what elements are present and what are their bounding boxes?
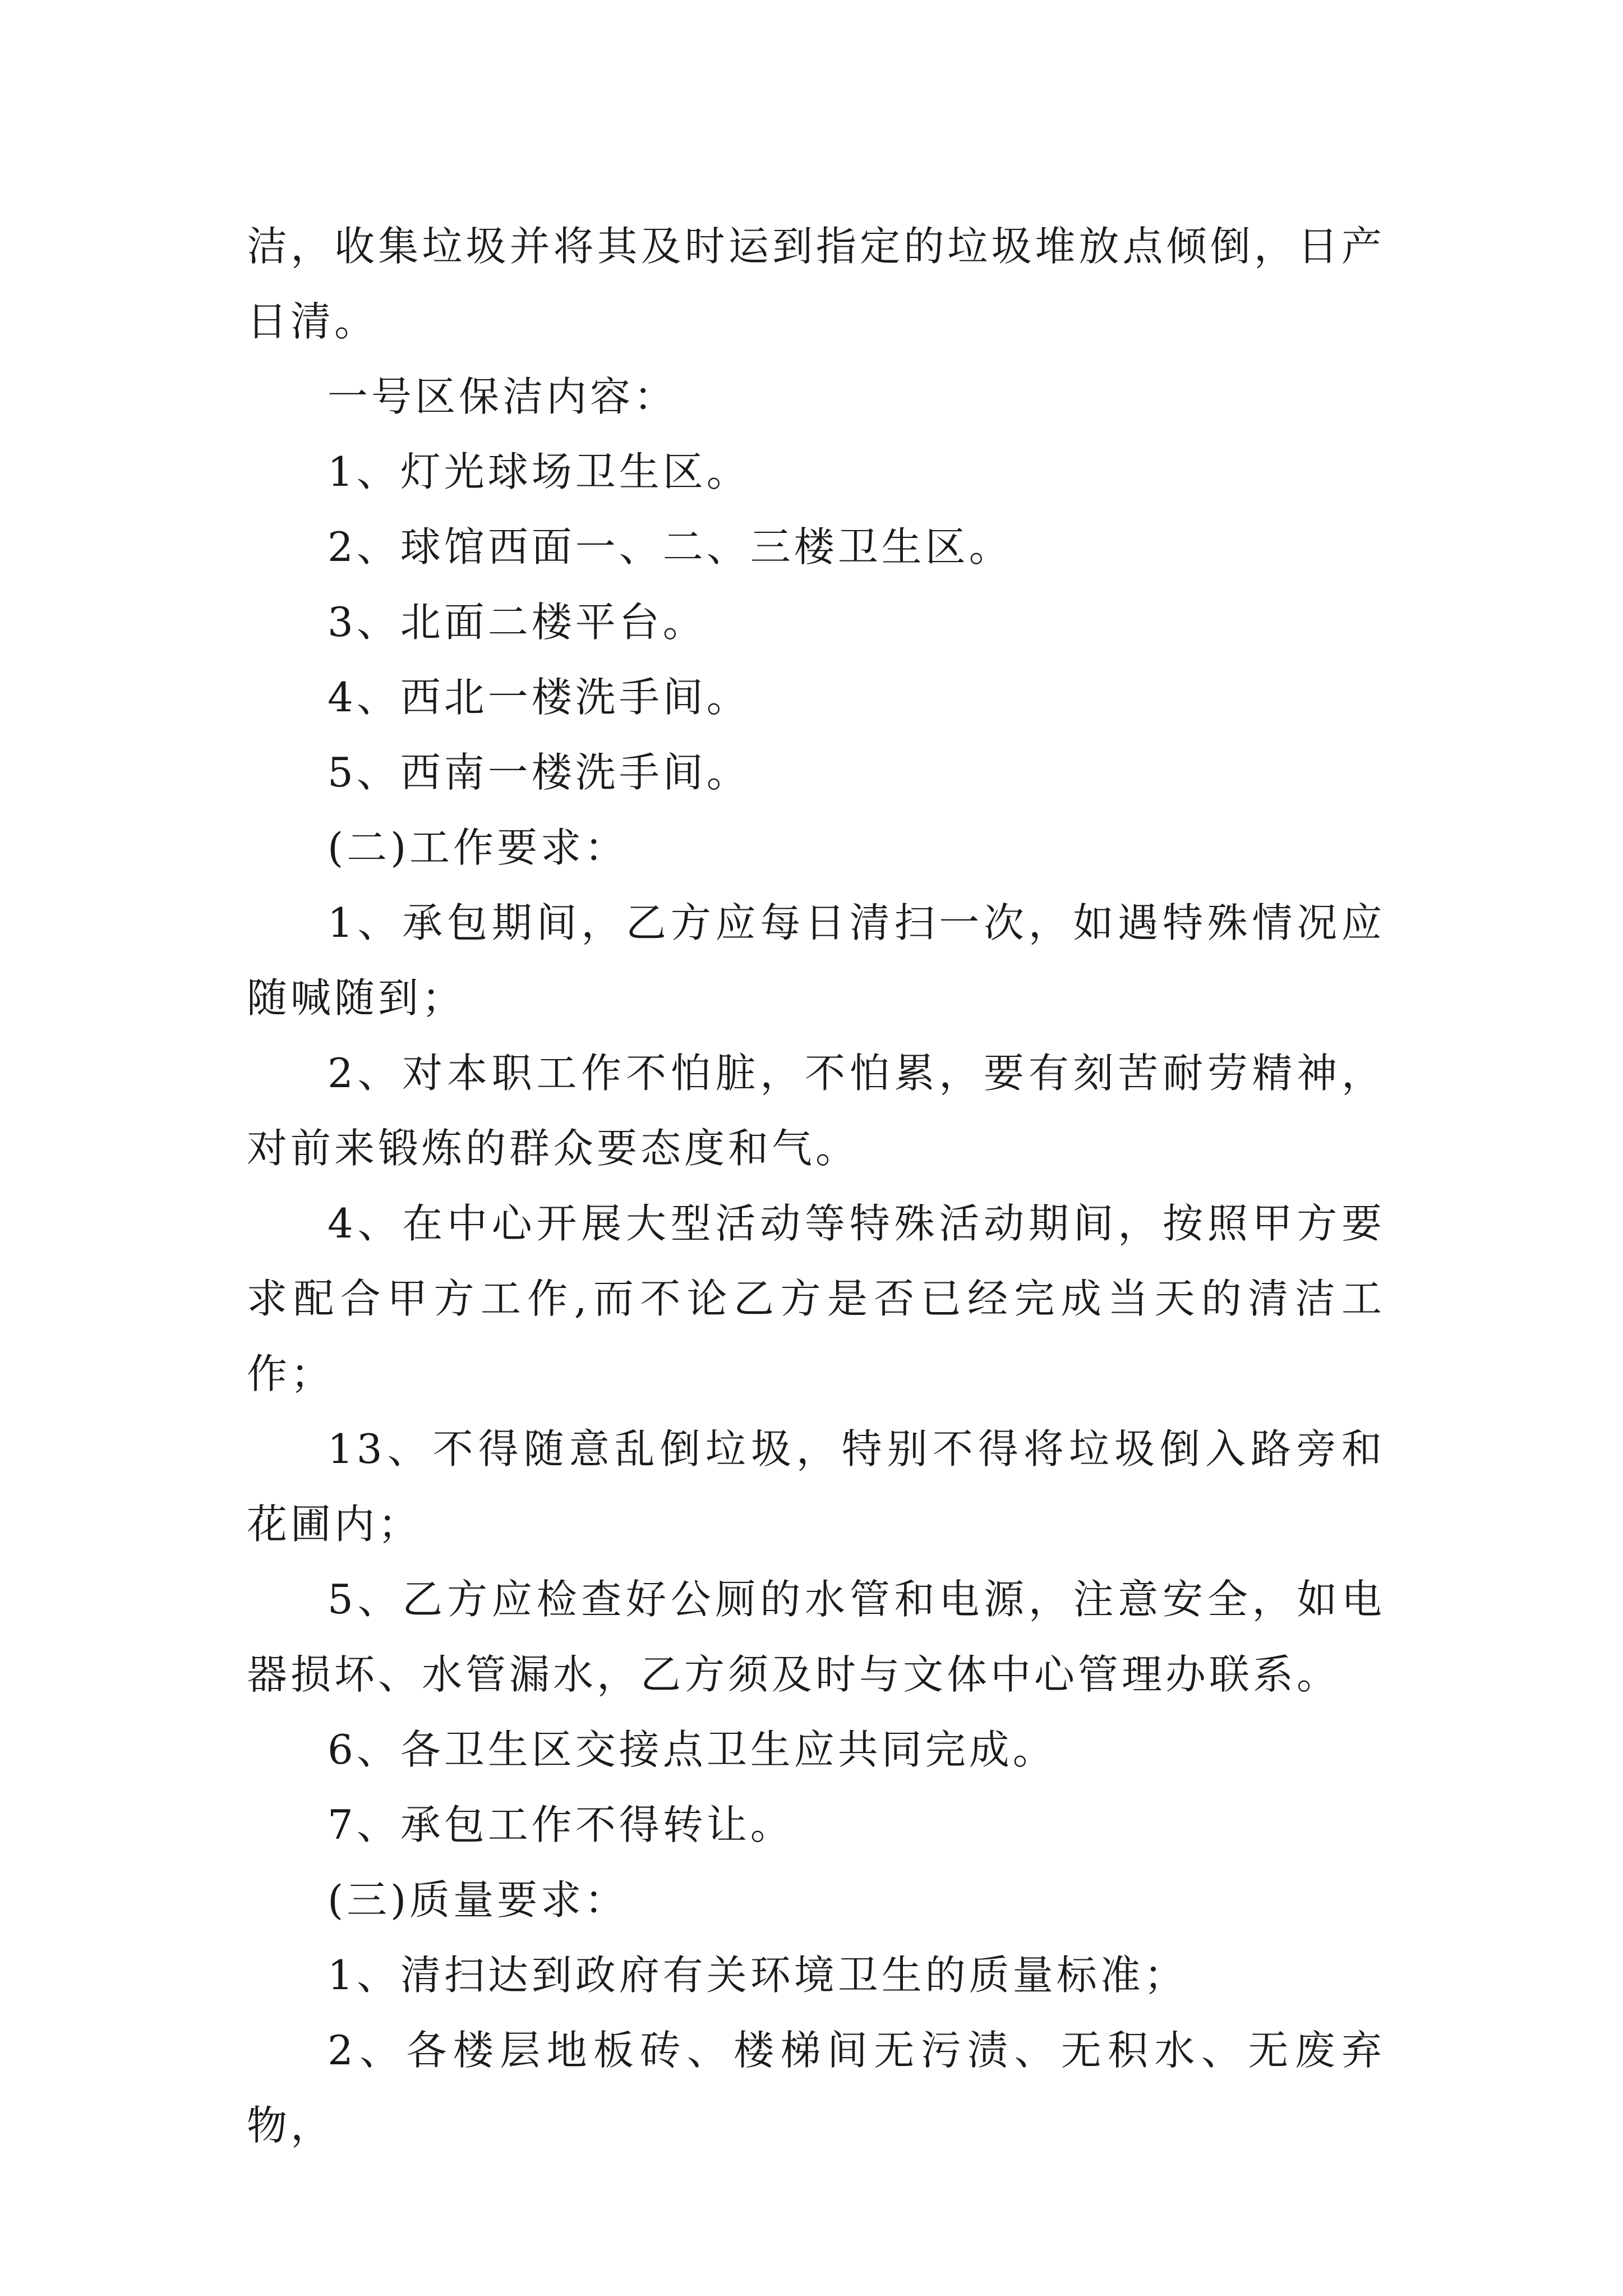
list-item: 1、清扫达到政府有关环境卫生的质量标准； (328, 1952, 1188, 1999)
list-item: 2、对本职工作不怕脏，不怕累，要有刻苦耐劳精神，对前来锻炼的群众要态度和气。 (247, 1050, 1385, 1172)
list-item: 4、在中心开展大型活动等特殊活动期间，按照甲方要求配合甲方工作,而不论乙方是否已经完成当天的清洁工作； (247, 1200, 1385, 1397)
list-item: 2、各楼层地板砖、楼梯间无污渍、无积水、无废弃物， (247, 2027, 1385, 2149)
list-item: 1、灯光球场卫生区。 (328, 448, 750, 495)
section-heading-quality-requirements: (三)质量要求： (328, 1876, 629, 1924)
list-item: 13、不得随意乱倒垃圾，特别不得将垃圾倒入路旁和花圃内； (247, 1425, 1385, 1548)
list-item: 5、西南一楼洗手间。 (328, 749, 750, 796)
section-heading-work-requirements: (二)工作要求： (328, 824, 629, 871)
paragraph-continuation: 洁，收集垃圾并将其及时运到指定的垃圾堆放点倾倒，日产日清。 (247, 223, 1385, 345)
list-item: 2、球馆西面一、二、三楼卫生区。 (328, 523, 1013, 570)
list-item: 3、北面二楼平台。 (328, 599, 707, 646)
document-body (247, 209, 1385, 2163)
list-item: 4、西北一楼洗手间。 (328, 674, 750, 721)
list-item: 7、承包工作不得转让。 (328, 1801, 794, 1848)
list-item: 5、乙方应检查好公厕的水管和电源，注意安全，如电器损坏、水管漏水，乙方须及时与文体中心管理办联系。 (247, 1576, 1385, 1698)
section-heading-zone-one: 一号区保洁内容： (328, 373, 678, 420)
list-item: 1、承包期间，乙方应每日清扫一次，如遇特殊情况应随喊随到； (247, 899, 1385, 1022)
list-item: 6、各卫生区交接点卫生应共同完成。 (328, 1726, 1057, 1773)
